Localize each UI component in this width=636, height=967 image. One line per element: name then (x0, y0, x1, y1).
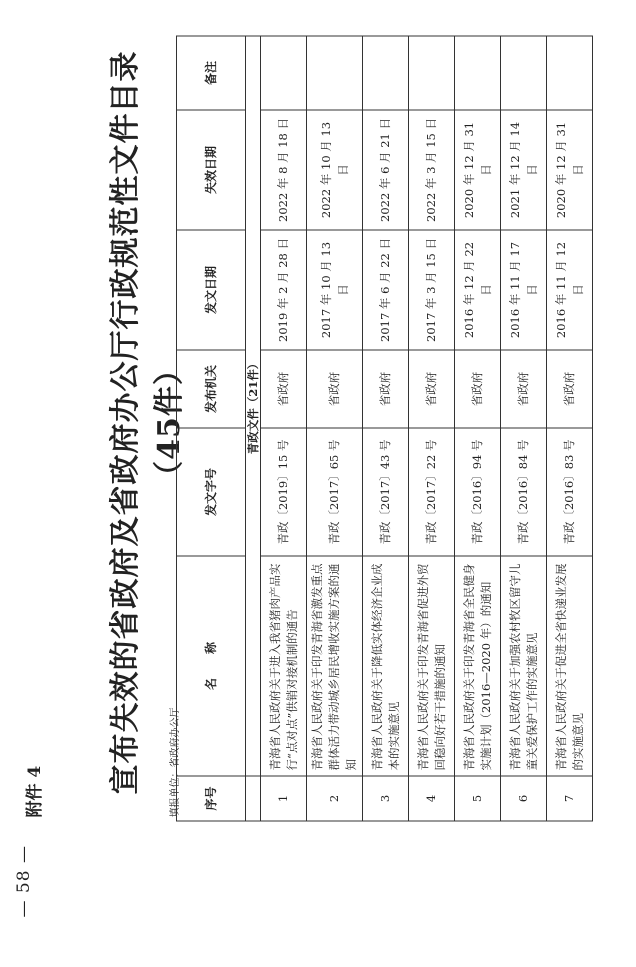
row-name: 青海省人民政府关于进入我省猪肉产品实行“点对点”供销对接机制的通告 (261, 556, 307, 776)
row-no: 7 (547, 776, 593, 821)
row-issue-date: 2016 年 12 月 22 日 (455, 230, 501, 350)
row-expire-date: 2022 年 6 月 21 日 (363, 110, 409, 230)
row-doc-no: 青政〔2017〕22 号 (409, 428, 455, 556)
table-row (261, 36, 307, 821)
row-no: 3 (363, 776, 409, 821)
row-org: 省政府 (547, 350, 593, 428)
table-header-row (177, 36, 246, 821)
col-header-expire-date: 失效日期 (177, 110, 246, 230)
row-note (409, 36, 455, 110)
row-issue-date: 2017 年 3 月 15 日 (409, 230, 455, 350)
row-doc-no: 青政〔2017〕65 号 (307, 428, 363, 556)
row-name: 青海省人民政府关于加强农村牧区留守儿童关爱保护工作的实施意见 (501, 556, 547, 776)
row-issue-date: 2019 年 2 月 28 日 (261, 230, 307, 350)
row-note (455, 36, 501, 110)
table-row (409, 36, 455, 821)
attachment-label: 附件 4 (25, 765, 45, 817)
row-name: 青海省人民政府关于降低实体经济企业成本的实施意见 (363, 556, 409, 776)
table-row (455, 36, 501, 821)
row-note (363, 36, 409, 110)
col-header-name: 名 称 (177, 556, 246, 776)
row-name: 青海省人民政府关于促进全省快递业发展的实施意见 (547, 556, 593, 776)
row-note (501, 36, 547, 110)
row-name: 青海省人民政府关于印发青海省促进外贸回稳向好若干措施的通知 (409, 556, 455, 776)
table-row (547, 36, 593, 821)
col-header-doc-no: 发文字号 (177, 428, 246, 556)
row-doc-no: 青政〔2016〕94 号 (455, 428, 501, 556)
row-doc-no: 青政〔2019〕15 号 (261, 428, 307, 556)
row-issue-date: 2017 年 10 月 13 日 (307, 230, 363, 350)
row-doc-no: 青政〔2017〕43 号 (363, 428, 409, 556)
section-title: 青政文件（21件） (246, 36, 261, 776)
col-header-org: 发布机关 (177, 350, 246, 428)
row-org: 省政府 (409, 350, 455, 428)
row-org: 省政府 (501, 350, 547, 428)
row-name: 青海省人民政府关于印发青海省全民健身实施计划（2016—2020 年）的通知 (455, 556, 501, 776)
col-header-note: 备注 (177, 36, 246, 110)
row-issue-date: 2016 年 11 月 17 日 (501, 230, 547, 350)
col-header-issue-date: 发文日期 (177, 230, 246, 350)
row-org: 省政府 (261, 350, 307, 428)
row-expire-date: 2020 年 12 月 31 日 (455, 110, 501, 230)
row-note (307, 36, 363, 110)
regulation-table (176, 35, 593, 821)
document-title: 宣布失效的省政府及省政府办公厅行政规范性文件目录（45件） (108, 50, 187, 794)
row-no: 6 (501, 776, 547, 821)
table-row (363, 36, 409, 821)
row-org: 省政府 (307, 350, 363, 428)
row-doc-no: 青政〔2016〕84 号 (501, 428, 547, 556)
col-header-no: 序号 (177, 776, 246, 821)
row-issue-date: 2016 年 11 月 12 日 (547, 230, 593, 350)
reporter-label: 填报单位：省政府办公厅 (170, 707, 181, 817)
row-doc-no: 青政〔2016〕83 号 (547, 428, 593, 556)
table-row (307, 36, 363, 821)
row-no: 5 (455, 776, 501, 821)
row-no: 1 (261, 776, 307, 821)
section-spacer (246, 776, 261, 821)
row-name: 青海省人民政府关于印发青海省激发重点群体活力带动城乡居民增收实施方案的通知 (307, 556, 363, 776)
row-org: 省政府 (455, 350, 501, 428)
row-no: 2 (307, 776, 363, 821)
table-row (501, 36, 547, 821)
row-expire-date: 2022 年 3 月 15 日 (409, 110, 455, 230)
row-issue-date: 2017 年 6 月 22 日 (363, 230, 409, 350)
row-expire-date: 2022 年 10 月 13 日 (307, 110, 363, 230)
row-note (261, 36, 307, 110)
row-expire-date: 2022 年 8 月 18 日 (261, 110, 307, 230)
row-org: 省政府 (363, 350, 409, 428)
page-number: — 58 — (14, 844, 34, 917)
row-note (547, 36, 593, 110)
row-no: 4 (409, 776, 455, 821)
section-row (246, 36, 261, 821)
row-expire-date: 2021 年 12 月 14 日 (501, 110, 547, 230)
row-expire-date: 2020 年 12 月 31 日 (547, 110, 593, 230)
